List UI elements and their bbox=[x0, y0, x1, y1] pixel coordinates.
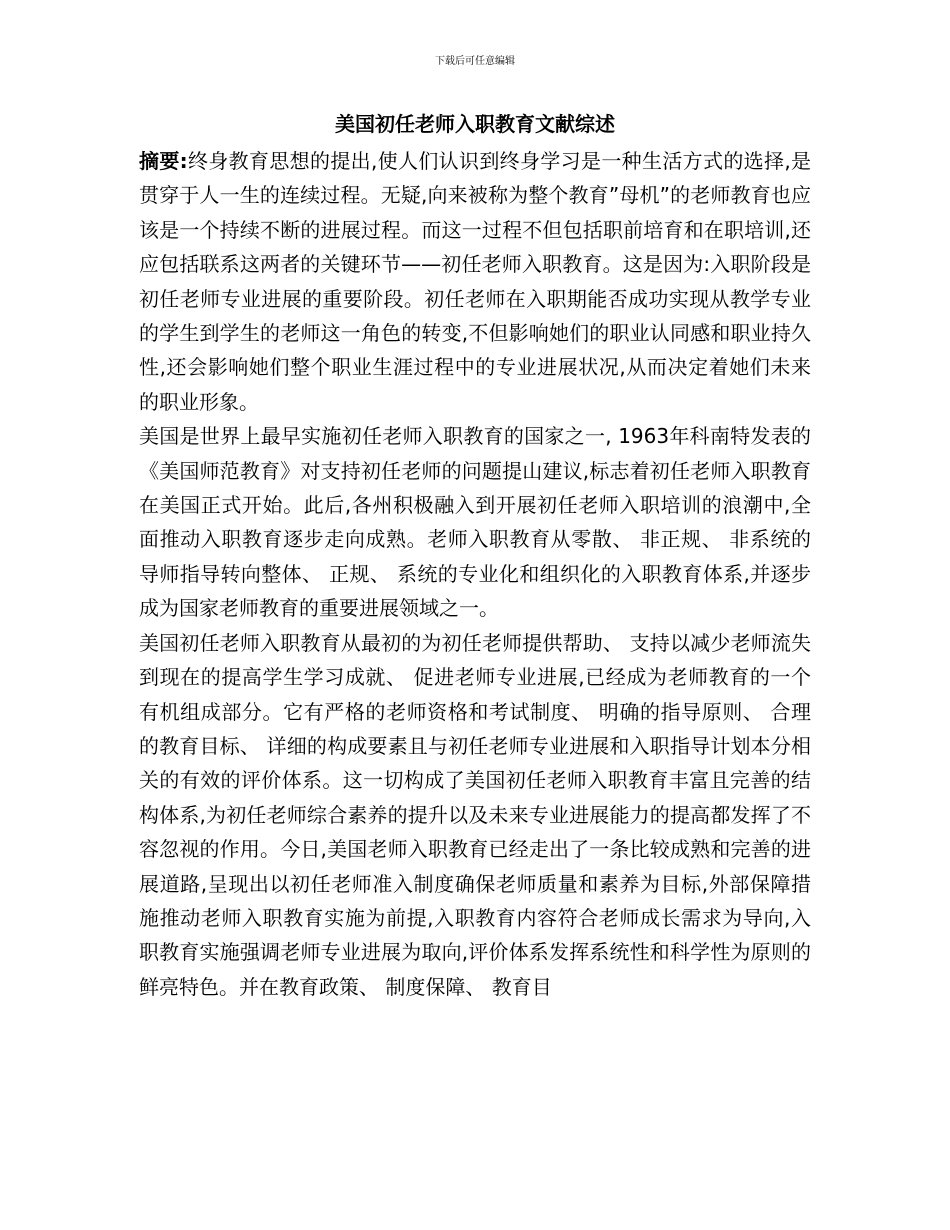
abstract-paragraph bbox=[139, 144, 811, 419]
header-note: 下载后可任意编辑 bbox=[435, 56, 515, 67]
document-body bbox=[139, 144, 811, 1004]
body-paragraph: 美国是世界上最早实施初任老师入职教育的国家之一, 1963年科南特发表的《美国师范教育》对支持初任老师的问题提山建议,标志着初任老师入职教育在美国正式开始。此后,各州积极融入到开展初任老师入职培训的浪潮中,全面推动入职教育逐步走向成熟。老师入职教育从零散、 非正规、 非系统的导师指导转向整体、 正规、 系统的专业化和组织化的入职教育体系,并逐步成为国家老师教育的重要进展领域之一。 bbox=[139, 424, 811, 621]
abstract-label: 摘要: bbox=[139, 149, 188, 173]
abstract-text: 终身教育思想的提出,使人们认识到终身学习是一种生活方式的选择,是贯穿于人一生的连续过程。无疑,向来被称为整个教育”母机”的老师教育也应该是一个持续不断的进展过程。而这一过程不但包括职前培育和在职培训,还应包括联系这两者的关键环节——初任老师入职教育。这是因为:入职阶段是初任老师专业进展的重要阶段。初任老师在入职期能否成功实现从教学专业的学生到学生的老师这一角色的转变,不但影响她们的职业认同感和职业持久性,还会影响她们整个职业生涯过程中的专业进展状况,从而决定着她们未来的职业形象。 bbox=[139, 149, 812, 414]
body-paragraph: 美国初任老师入职教育从最初的为初任老师提供帮助、 支持以减少老师流失到现在的提高学生学习成就、 促进老师专业进展,已经成为老师教育的一个有机组成部分。它有严格的老师资格和考试制度、 明确的指导原则、 合理的教育目标、 详细的构成要素且与初任老师专业进展和入职指导计划本分相关的有效的评价体系。这一切构成了美国初任老师入职教育丰富且完善的结构体系,为初任老师综合素养的提升以及未来专业进展能力的提高都发挥了不容忽视的作用。今日,美国老师入职教育已经走出了一条比较成熟和完善的进展道路,呈现出以初任老师准入制度确保老师质量和素养为目标,外部保障措施推动老师入职教育实施为前提,入职教育内容符合老师成长需求为导向,入职教育实施强调老师专业进展为取向,评价体系发挥系统性和科学性为原则的鲜亮特色。并在教育政策、 制度保障、 教育目 bbox=[139, 630, 811, 999]
document-title: 美国初任老师入职教育文献综述 bbox=[335, 112, 615, 136]
